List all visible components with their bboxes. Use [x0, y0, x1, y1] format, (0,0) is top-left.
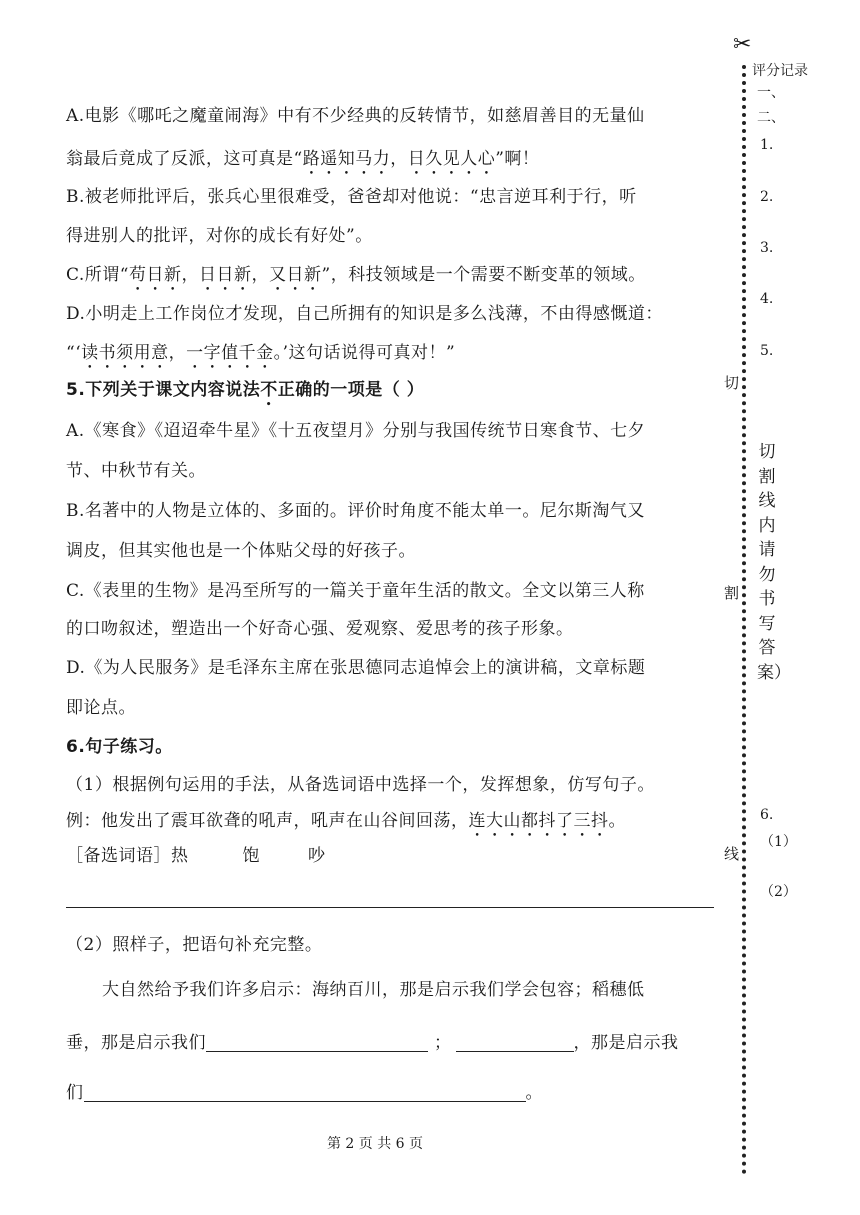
emphasis-text: 苟日新，日日新，又日新: [129, 265, 322, 285]
text: “‘: [66, 343, 82, 363]
q6-title: 6.句子练习。: [66, 737, 173, 757]
q6-part2-line3: [66, 1085, 543, 1102]
text: ［备选词语］: [66, 846, 171, 866]
q4-option-b-line1: B.被老师批评后，张兵心里很难受，爸爸却对他说：“忠言逆耳利于行，听: [66, 187, 637, 207]
score-section-2: 二、: [757, 110, 785, 126]
emphasis-text: 不: [260, 380, 278, 400]
scissors-icon: ✂: [733, 32, 752, 57]
q6-part2-instruction: （2）照样子，把语句补充完整。: [66, 935, 323, 955]
q6-word-options: [66, 848, 326, 865]
text: 垂，那是启示我们: [66, 1033, 206, 1053]
q6-part2-line1: 大自然给予我们许多启示：海纳百川，那是启示我们学会包容；稻穗低: [102, 980, 645, 1000]
q4-option-a-line2: [66, 149, 539, 179]
text: 饱: [242, 846, 260, 866]
q6-part2-line2: [66, 1035, 679, 1052]
score-record-title: 评分记录: [752, 63, 808, 79]
text: 们: [66, 1083, 84, 1103]
q5-option-c-line1: C.《表里的生物》是冯至所写的一篇关于童年生活的散文。全文以第三人称: [66, 581, 645, 601]
text: 。: [525, 1083, 543, 1103]
q6-part1-instruction: （1）根据例句运用的手法，从备选词语中选择一个，发挥想象，仿写句子。: [66, 775, 655, 795]
text: ”，科技领域是一个需要不断变革的领域。: [321, 265, 646, 285]
text: 吵: [308, 846, 326, 866]
cut-label-1: 切: [724, 374, 740, 392]
text: 例：他发出了震耳欲聋的吼声，吼声在山谷间回荡，: [66, 811, 469, 831]
text: 5.下列关于课文内容说法: [66, 380, 261, 400]
q4-option-c: [66, 265, 646, 295]
q4-option-a-line1: A.电影《哪吒之魔童闹海》中有不少经典的反转情节，如慈眉善目的无量仙: [66, 106, 645, 126]
q5-title: [66, 380, 424, 410]
score-item-2: 2.: [760, 189, 774, 205]
q4-option-d-line2: [66, 343, 455, 373]
text: ”啊！: [495, 149, 540, 169]
q6-part1-example: [66, 811, 626, 841]
q4-option-d-line1: D.小明走上工作岗位才发现，自己所拥有的知识是多么浅薄，不由得感慨道：: [66, 304, 663, 324]
score-item-1: 1.: [760, 137, 774, 153]
answer-line[interactable]: [66, 907, 714, 908]
q5-option-b-line1: B.名著中的人物是立体的、多面的。评价时角度不能太单一。尼尔斯淘气又: [66, 501, 645, 521]
text: 热: [171, 846, 189, 866]
emphasis-text: 读书须用意，一字值千金: [81, 343, 274, 363]
emphasis-text: 路遥知马力，日久见人心: [302, 149, 496, 169]
q5-option-d-line1: D.《为人民服务》是毛泽东主席在张思德同志追悼会上的演讲稿，文章标题: [66, 658, 646, 678]
q5-option-a-line2: 节、中秋节有关。: [66, 461, 206, 481]
score-item-5: 5.: [760, 343, 774, 359]
cut-line: [742, 65, 746, 1175]
fill-blank-2[interactable]: [456, 1051, 574, 1052]
fill-blank-1[interactable]: [206, 1051, 428, 1052]
q5-option-c-line2: 的口吻叙述，塑造出一个好奇心强、爱观察、爱思考的孩子形象。: [66, 619, 574, 639]
score-item-6-part1: （1）: [760, 834, 797, 850]
text: 翁最后竟成了反派，这可真是“: [66, 149, 303, 169]
q5-option-d-line2: 即论点。: [66, 698, 136, 718]
text: ，那是启示我: [573, 1033, 679, 1053]
score-item-6-part2: （2）: [760, 884, 797, 900]
text: ；: [434, 1033, 452, 1053]
page-footer: 第 2 页 共 6 页: [326, 1136, 424, 1152]
q5-option-b-line2: 调皮，但其实他也是一个体贴父母的好孩子。: [66, 541, 416, 561]
text: 。’这句话说得可真对！”: [273, 343, 456, 363]
cut-label-2: 割: [724, 584, 740, 602]
score-item-4: 4.: [760, 291, 774, 307]
q4-option-b-line2: 得进别人的批评，对你的成长有好处”。: [66, 226, 373, 246]
text: 正确的一项是（ ）: [277, 380, 425, 400]
cut-label-3: 线: [724, 845, 740, 863]
q5-option-a-line1: A.《寒食》《迢迢牵牛星》《十五夜望月》分别与我国传统节日寒食节、七夕: [66, 421, 646, 441]
text: C.所谓“: [66, 265, 129, 285]
cut-line-notice: 切割线内请勿书写答案）: [757, 442, 791, 683]
score-item-3: 3.: [760, 240, 774, 256]
emphasis-text: 连大山都抖了三抖: [468, 811, 609, 831]
score-item-6: 6.: [760, 807, 774, 823]
fill-blank-3[interactable]: [84, 1101, 526, 1102]
text: 。: [608, 811, 626, 831]
score-section-1: 一、: [757, 85, 785, 101]
